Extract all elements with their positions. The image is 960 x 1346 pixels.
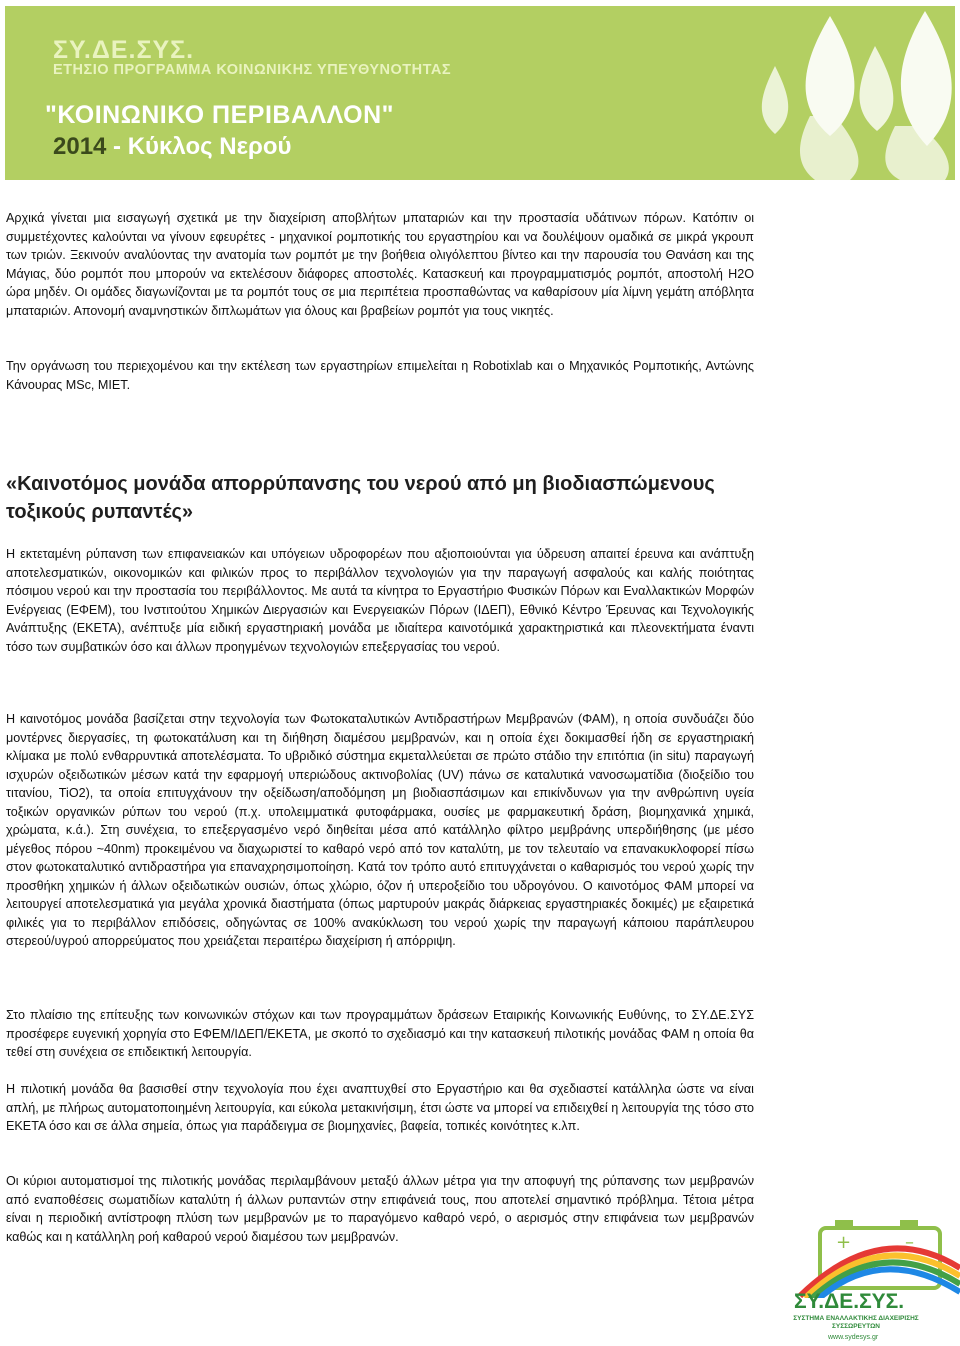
cycle-label: - Κύκλος Νερού: [106, 133, 292, 160]
logo-name: ΣΥ.ΔΕ.ΣΥΣ.: [794, 1290, 905, 1313]
body-paragraph-1: Η εκτεταμένη ρύπανση των επιφανειακών και υπόγειων υδροφορέων που αξιοποιούνται για ύδρευση απαιτεί έρευνα και ανάπτυξη αποτελεσματικών, οικονομικών και φιλικών προς το περιβάλλον τεχνολογιών για την παραγωγή ασφαλούς και καλής ποιότητας πόσιμου νερού και την προστασία του περιβάλλοντος. Με αυτά τα κίνητρα το Εργαστήριο Φυσικών Πόρων και Εναλλακτικών Μορφών Ενέργειας (ΕΦΕΜ), του Ινστιτούτου Χημικών Διεργασιών και Ενεργειακών Πόρων (ΙΔΕΠ), Εθνικό Κέντρο Έρευνας και Τεχνολογικής Ανάπτυξης (ΕΚΕΤΑ), ανέπτυξε μία ειδική εργαστηριακή μονάδα με ιδιαίτερα καινοτόμικά χαρακτηριστικά και πλεονεκτήματα έναντι τόσο των συμβατικών όσο και άλλων προηγμένων τεχνολογιών επεξεργασίας του νερού.: [6, 547, 754, 654]
campaign-cycle: [53, 133, 291, 161]
intro-paragraph-2: Την οργάνωση του περιεχομένου και την εκτέλεση των εργαστηρίων επιμελείται η Robotixlab και ο Μηχανικός Ρομποτικής, Αντώνης Κάνουρας MSc, MIET.: [6, 359, 754, 392]
body-paragraph-5: Οι κύριοι αυτοματισμοί της πιλοτικής μονάδας περιλαμβάνουν μεταξύ άλλων μέτρα για την αποφυγή της ρύπανσης των μεμβρανών από εναποθέσεις σωματιδίων καταλύτη ή άλλων ρυπαντών στην επιφάνειά τους, που αποτελεί σημαντικό πρόβλημα. Τέτοια μέτρα είναι η περιοδική αντίστροφη πλύση των μεμβρανών με το παραγόμενο καθαρό νερό, ο αερισμός στην επιφάνεια των μεμβρανών καθώς και η κατάλληλη ροή καθαρού νερού διαμέσου των μεμβρανών.: [6, 1174, 754, 1244]
program-subtitle: ΕΤΗΣΙΟ ΠΡΟΓΡΑΜΜΑ ΚΟΙΝΩΝΙΚΗΣ ΥΠΕΥΘΥΝΟΤΗΤΑΣ: [53, 62, 452, 78]
logo-url: www.sydesys.gr: [828, 1334, 879, 1341]
water-drops-graphic: [755, 6, 955, 180]
svg-text:+: +: [836, 1232, 852, 1253]
svg-text:–: –: [905, 1232, 914, 1253]
section-heading: «Καινοτόμος μονάδα απορρύπανσης του νερού από μη βιοδιασπώμενους τοξικούς ρυπαντές»: [6, 473, 715, 523]
campaign-title: "ΚΟΙΝΩΝΙΚΟ ΠΕΡΙΒΑΛΛΟΝ": [45, 101, 395, 129]
brand-title: ΣΥ.ΔΕ.ΣΥΣ.: [53, 36, 195, 64]
intro-paragraph-1: Αρχικά γίνεται μια εισαγωγή σχετικά με την διαχείριση αποβλήτων μπαταριών και την προστασία υδάτινων πόρων. Κατόπιν οι συμμετέχοντες καλούνται να γίνουν εφευρέτες - μηχανικοί ρομποτικής του εργαστηρίου και να δουλέψουν ομαδικά σε μικρά γκρουπ των τριών. Ξεκινούν αναλύοντας την ανατομία των ρομπότ με την βοήθεια ολιγόλεπτου βίντεο και την παρουσία του Θανάση και της Μάγιας, δύο ρομπότ που μπορούν να εκτελέσουν διάφορες αποστολές. Κατασκευή και προγραμματισμός ρομπότ, αποστολή Η2Ο ώρα μηδέν. Οι ομάδες διαγωνίζονται με τα ρομπότ τους σε μια περιπέτεια προσπαθώντας να καθαρίσουν μία λίμνη γεμάτη απόβλητα μπαταριών. Απονομή αναμνηστικών διπλωμάτων για όλους και βραβείων ρομπότ για τους νικητές.: [6, 211, 754, 318]
header-banner: [5, 6, 955, 180]
sydesys-logo: [780, 1208, 960, 1346]
logo-tagline: ΣΥΣΤΗΜΑ ΕΝΑΛΛΑΚΤΙΚΗΣ ΔΙΑΧΕΙΡΙΣΗΣ ΣΥΣΣΩΡΕΥΤΩΝ: [793, 1315, 919, 1330]
body-paragraph-4: Η πιλοτική μονάδα θα βασισθεί στην τεχνολογία που έχει αναπτυχθεί στο Εργαστήριο και θα σχεδιαστεί κατάλληλα ώστε να είναι απλή, με πλήρως αυτοματοποιημένη λειτουργία, και εύκολα μετακινήσιμη, έτσι ώστε να μπορεί να επιδειχθεί η λειτουργία της τόσο στο ΕΚΕΤΑ όσο και σε άλλα σημεία, όπως για παράδειγμα σε βιομηχανίες, βαφεία, τοπικές κοινότητες κ.λπ.: [6, 1082, 754, 1133]
body-paragraph-3: Στο πλαίσιο της επίτευξης των κοινωνικών στόχων και των προγραμμάτων δράσεων Εταιρικής Κοινωνικής Ευθύνης, το ΣΥ.ΔΕ.ΣΥΣ προσέφερε ευγενική χορηγία στο ΕΦΕΜ/ΙΔΕΠ/ΕΚΕΤΑ, με σκοπό το σχεδιασμό και την κατασκευή πιλοτικής μονάδας ΦΑΜ η οποία θα τεθεί στη συνέχεια σε επιδεικτική λειτουργία.: [6, 1008, 754, 1059]
campaign-year: 2014: [53, 133, 107, 160]
battery-rainbow-icon: [780, 1208, 960, 1298]
body-paragraph-2: Η καινοτόμος μονάδα βασίζεται στην τεχνολογία των Φωτοκαταλυτικών Αντιδραστήρων Μεμβρανών (ΦΑΜ), η οποία συνδυάζει δύο μοντέρνες διεργασίες, τη φωτοκατάλυση και τη διήθηση διαμέσου μεμβρανών, και η οποία έχει δοκιμασθεί ήδη σε εργαστηριακή κλίμακα με πολύ ενθαρρυντικά αποτελέσματα. Το υβριδικό σύστημα εκμεταλλεύεται σε πρώτο στάδιο την επιτόπια (in situ) παραγωγή ισχυρών οξειδωτικών μέσων κατά την εφαρμογή υπεριώδους ακτινοβολίας (UV) πάνω σε καταλυτικά νανοσωματίδια (διοξείδιο του τιτανίου, TiO2), τα οποία επιτυγχάνουν την οξείδωση/αποδόμηση μη βιοδιασπάσιμων και επικίνδυνων για την ανθρώπινη υγεία τοξικών οργανικών ρύπων του νερού (π.χ. υπολειμματικά φυτοφάρμακα, ουσίες με φαρμακευτική δράση, βιομηχανικά χημικά, χρώματα, κ.ά.). Στη συνέχεια, το επεξεργασμένο νερό διηθείται μέσα από κατάλληλο φίλτρο μεμβράνης υπερδιήθησης (με μέσο μέγεθος πόρου ~40nm) προκειμένου να διαχωριστεί το καθαρό νερό από τον καταλύτη, με τον τελευταίο να επανακυκλοφορεί πίσω στον φωτοκαταλυτικό αντιδραστήρα για επαναχρησιμοποίηση. Κατά τον τρόπο αυτό επιτυγχάνεται ο καθαρισμός του νερού χωρίς την προσθήκη χημικών ή άλλων οξειδωτικών ουσιών, όπως χλώριο, όζον ή υπεροξείδιο του υδρογόνου. Ο καινοτόμος ΦΑΜ μπορεί να λειτουργεί αποτελεσματικά για μεγάλα χρονικά διαστήματα (όπως μαρτυρούν μακράς διάρκειας εργαστηριακές δοκιμές) με εξαιρετικά φιλικές για το περιβάλλον επιδόσεις, οδηγώντας σε 100% ανακύκλωση του νερού χωρίς την παραγωγή κάποιου παράπλευρου στερεού/υγρού απορρεύματος που χρειάζεται περαιτέρω διαχείριση ή απόρριψη.: [6, 712, 754, 948]
